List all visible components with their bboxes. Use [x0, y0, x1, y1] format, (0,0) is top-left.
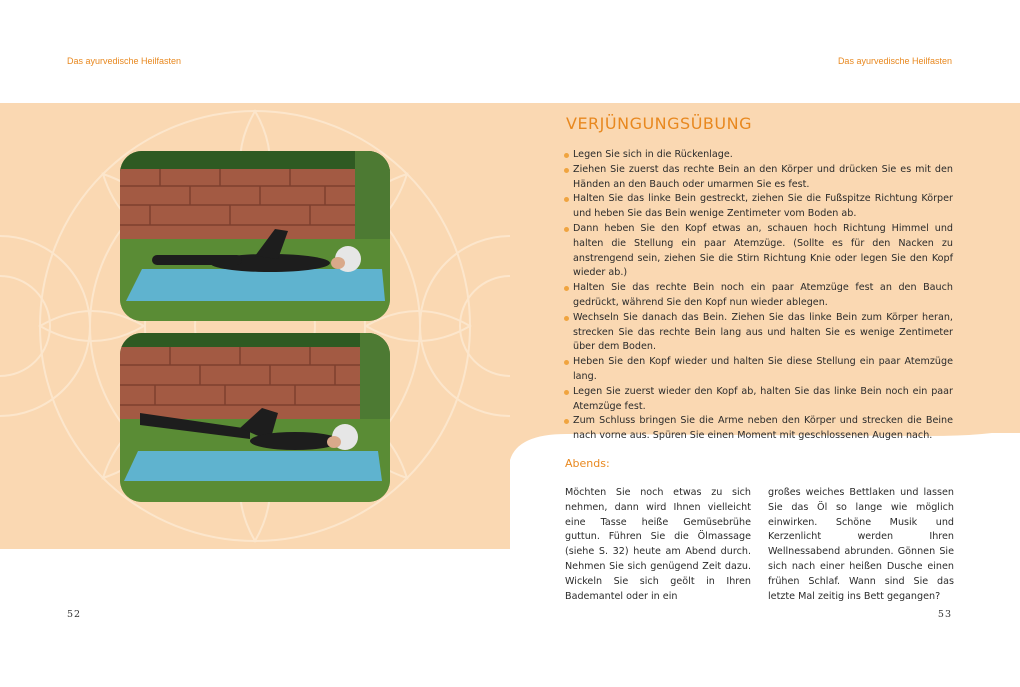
- bullet-icon: [564, 286, 569, 291]
- exercise-photo-1: [120, 151, 390, 321]
- evening-text-column-2: großes weiches Bettlaken und lassen Sie das Öl so lange wie möglich einwirken. Schöne Musik und Kerzenlicht werden Ihren Wellnessabend abrunden. Gönnen Sie sich nach einer heißen Dusche einen frühen Schlaf. Wann sind Sie das letzte Mal zeitig ins Bett gegangen?: [768, 487, 954, 602]
- list-item: Legen Sie zuerst wieder den Kopf ab, halten Sie das linke Bein noch ein paar Atemzüge fest.: [564, 385, 953, 415]
- page-number-left: 52: [67, 609, 82, 620]
- running-head-right: Das ayurvedische Heilfasten: [837, 56, 952, 66]
- evening-heading: Abends:: [565, 457, 610, 470]
- bullet-icon: [564, 316, 569, 321]
- exercise-photo-2: [120, 333, 390, 502]
- bullet-icon: [564, 360, 569, 365]
- list-item: Legen Sie sich in die Rückenlage.: [564, 148, 953, 163]
- list-item: Ziehen Sie zuerst das rechte Bein an den Körper und drücken Sie es mit den Händen an den Bauch oder umarmen Sie es fest.: [564, 163, 953, 193]
- running-head-left: Das ayurvedische Heilfasten: [67, 56, 182, 66]
- page-number-right: 53: [937, 609, 952, 620]
- list-item: Zum Schluss bringen Sie die Arme neben den Körper und strecken die Beine nach vorne aus. Spüren Sie einen Moment mit geschlossenen Augen nach.: [564, 414, 953, 444]
- bullet-icon: [564, 390, 569, 395]
- list-item: Halten Sie das rechte Bein noch ein paar Atemzüge fest an den Bauch gedrückt, während Sie den Kopf nun wieder ablegen.: [564, 281, 953, 311]
- bullet-icon: [564, 227, 569, 232]
- evening-text-column-1: Möchten Sie noch etwas zu sich nehmen, dann wird Ihnen vielleicht eine Tasse heiße Gemüsebrühe guttun. Führen Sie die Ölmassage (siehe S. 32) heute am Abend durch. Nehmen Sie sich genügend Zeit dazu. Wickeln Sie sich geölt in Ihren Bademantel oder in ein: [565, 487, 751, 602]
- list-item: Halten Sie das linke Bein gestreckt, ziehen Sie die Fußspitze Richtung Körper und heben Sie das Bein wenige Zentimeter vom Boden ab.: [564, 192, 953, 222]
- exercise-title: VERJÜNGUNGSÜBUNG: [566, 114, 752, 133]
- bullet-icon: [564, 168, 569, 173]
- list-item: Dann heben Sie den Kopf etwas an, schauen hoch Richtung Himmel und halten die Stellung ein paar Atemzüge. (Sollte es für den Nacken zu anstrengend sein, ziehen Sie die Stirn Richtung Knie oder legen Sie den Kopf wieder ab.): [564, 222, 953, 281]
- bullet-icon: [564, 419, 569, 424]
- bullet-icon: [564, 153, 569, 158]
- list-item: Wechseln Sie danach das Bein. Ziehen Sie das linke Bein zum Körper heran, strecken Sie das rechte Bein lang aus und halten Sie es wenige Zentimeter über dem Boden.: [564, 311, 953, 355]
- exercise-steps: [564, 148, 953, 444]
- list-item: Heben Sie den Kopf wieder und halten Sie diese Stellung ein paar Atemzüge lang.: [564, 355, 953, 385]
- bullet-icon: [564, 197, 569, 202]
